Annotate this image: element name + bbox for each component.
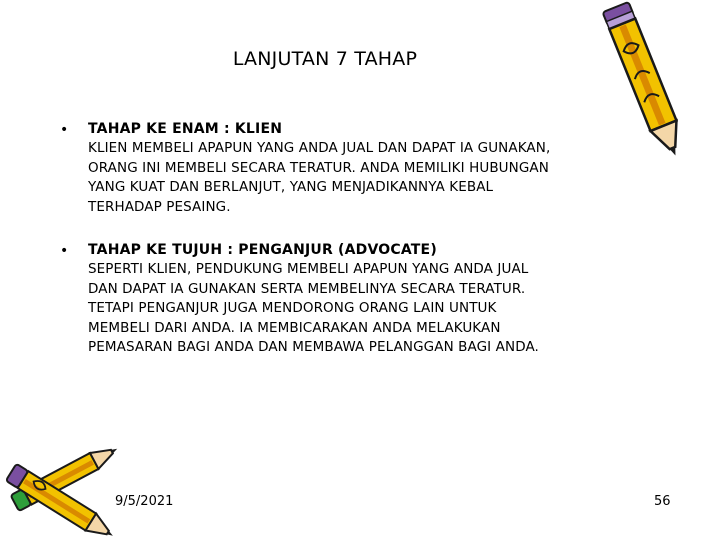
bullet-marker: • (60, 122, 69, 138)
body-line: YANG KUAT DAN BERLANJUT, YANG MENJADIKANNYA KEBAL (88, 179, 494, 195)
pencils-icon (0, 430, 135, 540)
bullet-item-stage-six (60, 120, 660, 217)
body-line: DAN DAPAT IA GUNAKAN SERTA MEMBELINYA SECARA TERATUR. (88, 280, 526, 297)
bullet-list (60, 120, 660, 382)
body-line: KLIEN MEMBELI APAPUN YANG ANDA JUAL DAN DAPAT IA GUNAKAN, (88, 140, 551, 156)
bullet-body (88, 260, 660, 358)
bullet-body (88, 139, 660, 217)
body-line: TETAPI PENGANJUR JUGA MENDORONG ORANG LAIN UNTUK (88, 300, 497, 316)
footer-page-number: 56 (654, 494, 671, 509)
pencil-icon (585, 0, 710, 175)
bullet-heading: TAHAP KE TUJUH : PENGANJUR (ADVOCATE) (88, 242, 437, 258)
body-line: MEMBELI DARI ANDA. IA MEMBICARAKAN ANDA MELAKUKAN (88, 319, 501, 336)
body-line: SEPERTI KLIEN, PENDUKUNG MEMBELI APAPUN YANG ANDA JUAL (88, 261, 529, 277)
bullet-item-stage-seven (60, 241, 660, 358)
body-line: ORANG INI MEMBELI SECARA TERATUR. ANDA MEMILIKI HUBUNGAN (88, 159, 549, 176)
body-line: PEMASARAN BAGI ANDA DAN MEMBAWA PELANGGAN BAGI ANDA. (88, 339, 539, 355)
footer-date: 9/5/2021 (115, 494, 174, 509)
body-line: TERHADAP PESAING. (88, 198, 231, 215)
slide-title: LANJUTAN 7 TAHAP (232, 48, 418, 70)
bullet-heading: TAHAP KE ENAM : KLIEN (88, 121, 283, 137)
bullet-marker: • (60, 243, 69, 259)
